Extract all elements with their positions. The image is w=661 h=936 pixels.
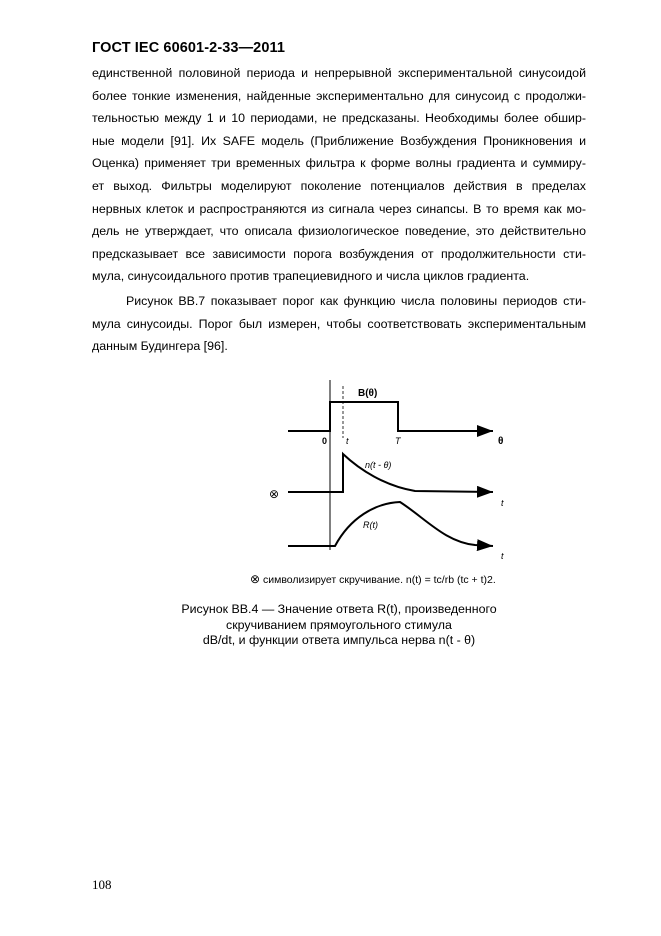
label-T: T: [395, 436, 401, 446]
paragraph-line: данным Будингера [96].: [92, 339, 228, 354]
figure-caption: [92, 602, 586, 649]
b-theta-pulse: [288, 402, 493, 431]
paragraph-line: тельностью между 1 и 10 периодами, не предсказаны. Необходимы более обшир-: [92, 111, 586, 126]
legend-text: символизирует скручивание. n(t) = tc/rb (tc + t)2.: [260, 574, 496, 586]
paragraph-line: Рисунок ВВ.7 показывает порог как функцию числа половины периодов сти-: [126, 294, 586, 308]
document-header: ГОСТ IEC 60601-2-33—2011: [92, 40, 286, 56]
label-b-theta: B(θ): [358, 388, 378, 399]
paragraph-line: ет выход. Фильтры моделируют поколение потенциалов действия в пределах: [92, 178, 586, 193]
paragraph-line: более тонкие изменения, найденные экспериментально для синусоид с продолжи-: [92, 88, 586, 103]
axis-t-bottom: t: [501, 551, 504, 561]
paragraph-line: ные модели [91]. Их SAFE модель (Приближение Возбуждения Проникновения и: [92, 133, 586, 148]
label-zero: 0: [322, 436, 328, 446]
convolution-symbol-icon: ⊗: [250, 572, 261, 586]
label-n: n(t - θ): [365, 460, 392, 470]
paragraph-line: Оценка) применяет три временных фильтра к форме волны градиента и суммиру-: [92, 156, 586, 171]
label-r: R(t): [363, 520, 378, 530]
figure-legend: [250, 572, 496, 586]
caption-line: Рисунок ВВ.4 — Значение ответа R(t), произведенного: [181, 602, 497, 616]
paragraph-line: единственной половиной периода и непрерывной экспериментальной синусоидой: [92, 66, 586, 80]
r-curve: [288, 502, 493, 546]
paragraph-line: нервных клеток и распространяются из сигнала через синапсы. В то время как мо-: [92, 201, 586, 216]
caption-line: скручиванием прямоугольного стимула: [226, 617, 452, 632]
label-t: t: [346, 436, 349, 446]
paragraph-line: предсказывает все зависимости порога возбуждения от продолжительности сти-: [92, 246, 586, 261]
paragraph-line: мула, синусоидального против трапециевидного и числа циклов градиента.: [92, 269, 530, 284]
convolution-icon: ⊗: [269, 487, 280, 501]
label-theta: θ: [498, 436, 504, 447]
page-number: 108: [92, 877, 112, 892]
paragraph-1: [92, 62, 586, 288]
paragraph-2: [92, 290, 586, 358]
figure-diagram: [255, 378, 515, 563]
caption-line: dB/dt, и функции ответа импульса нерва n(t - θ): [202, 633, 476, 647]
paragraph-line: мула синусоиды. Порог был измерен, чтобы соответствовать экспериментальным: [92, 316, 586, 331]
axis-t-middle: t: [501, 498, 504, 508]
paragraph-line: дель не утверждает, что описала физиологическое поведение, это действительно: [92, 224, 586, 239]
